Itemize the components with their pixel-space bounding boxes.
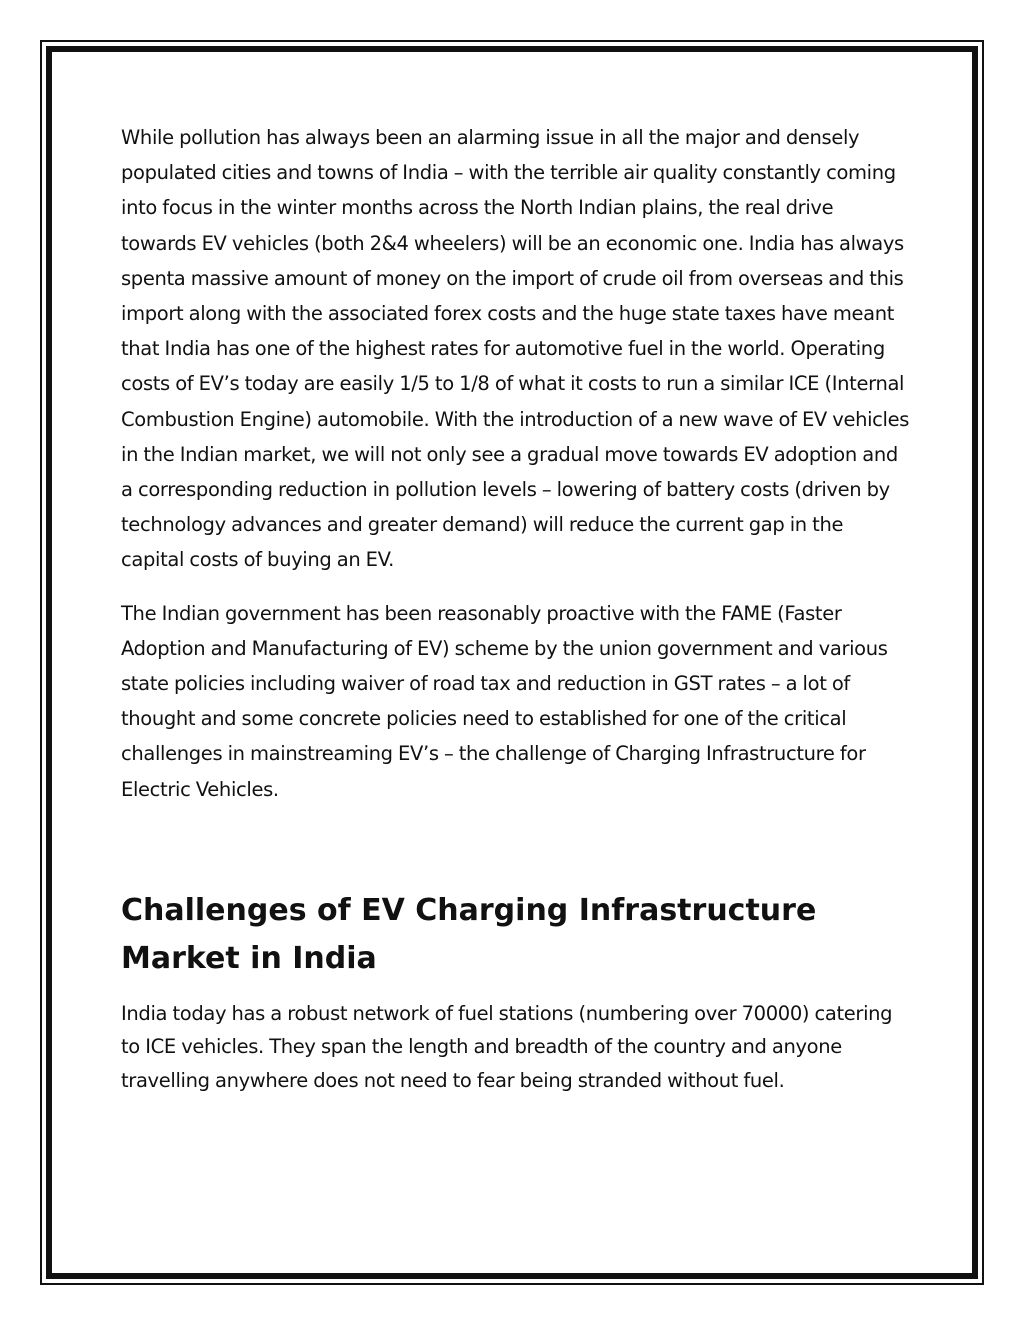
paragraph-pollution-economics: While pollution has always been an alarming issue in all the major and densely populated cities and towns of India – with the terrible air quality constantly coming into focus in the winter months across the North Indian plains, the real drive towards EV vehicles (both 2&4 wheelers) will be an economic one. India has always spenta massive amount of money on the import of crude oil from overseas and this import along with the associated forex costs and the huge state taxes have meant that India has one of the highest rates for automotive fuel in the world. Operating costs of EV’s today are easily 1/5 to 1/8 of what it costs to run a similar ICE (Internal Combustion Engine) automobile. With the introduction of a new wave of EV vehicles in the Indian market, we will not only see a gradual move towards EV adoption and a corresponding reduction in pollution levels – lowering of battery costs (driven by technology advances and greater demand) will reduce the current gap in the capital costs of buying an EV. — [121, 126, 910, 572]
section-heading: Challenges of EV Charging Infrastructure Market in India — [121, 892, 817, 976]
document-body — [121, 120, 911, 1097]
paragraph-government-policy: The Indian government has been reasonably proactive with the FAME (Faster Adoption and Manufacturing of EV) scheme by the union government and various state policies including waiver of road tax and reduction in GST rates – a lot of thought and some concrete policies need to established for one of the critical challenges in mainstreaming EV’s – the challenge of Charging Infrastructure for Electric Vehicles. — [121, 601, 888, 801]
paragraph-fuel-stations: India today has a robust network of fuel stations (numbering over 70000) catering to ICE vehicles. They span the length and breadth of the country and anyone travelling anywhere does not need to fear being stranded without fuel. — [121, 1001, 893, 1092]
